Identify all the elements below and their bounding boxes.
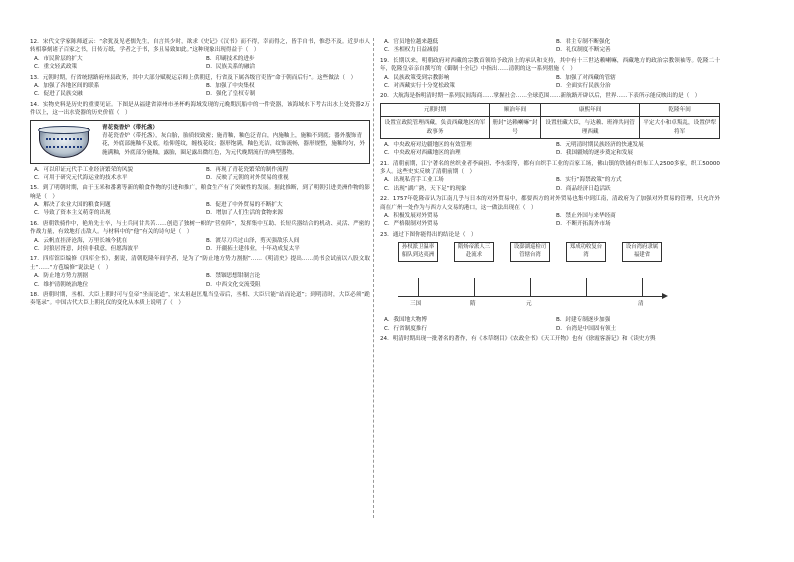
options <box>30 272 370 289</box>
options <box>380 316 720 333</box>
options <box>30 201 370 218</box>
table-header: 康熙年间 <box>540 103 639 116</box>
question-stem: 13．元朝时期，行省统辖路府州县政务，其中大部分赋税运京师上供朝廷，行省及下属各级官吏皆“命于朝而后行”。这些做法（ ） <box>30 74 357 81</box>
option-b[interactable]: B．加强了中央集权 <box>206 82 255 89</box>
timeline-connector <box>642 278 643 296</box>
question-stem: 20．大航海是指明清时期一系列民间海商……掌握社会……全球范围……新航路开辟以后，世界……下表所示能反映出的是（ ） <box>380 93 701 100</box>
option-c[interactable]: C．促进了民族交融 <box>34 91 83 98</box>
question-stem: 19．长期以来，明朝政府对西藏的宗教首领给予政治上的承认和支持，其中有十三世达赖喇嘛，西藏地方的政治宗教领袖等。乾隆二十年，乾隆皇帝亲自撰写的《御制十全记》中指出……清朝的这一系列措施（ ） <box>380 57 720 73</box>
options <box>30 82 370 99</box>
bowl-rim <box>38 126 90 134</box>
timeline-axis <box>398 296 666 297</box>
question-20 <box>380 92 720 157</box>
bowl-pattern <box>46 138 82 148</box>
option-b[interactable]: B．渡尽刀兵过山泽，剪灭强敌乐人间 <box>206 237 300 244</box>
option-d[interactable]: D．中西文化交流受阻 <box>206 281 261 288</box>
option-d[interactable]: D．反映了元朝的对外贸易的重视 <box>206 174 289 181</box>
right-column <box>380 38 720 345</box>
timeline-era-label: 三国 <box>410 301 422 308</box>
table-header-row <box>381 103 720 116</box>
option-d[interactable]: D．开疆拓土建伟业，十年功成复太平 <box>206 246 300 253</box>
table-cell: 设置宣政院管理西藏，负责西藏地区的军政事务 <box>381 117 490 139</box>
question-21 <box>380 160 720 194</box>
options <box>380 38 720 55</box>
option-c[interactable]: C．严格限制对外贸易 <box>384 221 439 228</box>
timeline-box: 设澎湖巡检司管辖台湾 <box>510 242 550 262</box>
artifact-title: 青花瓷香炉（带托盏） <box>102 124 158 131</box>
question-12 <box>30 38 370 72</box>
option-a[interactable]: A．市民阶层的扩大 <box>34 55 83 62</box>
options <box>30 55 370 72</box>
era-table <box>380 103 720 139</box>
options <box>380 212 720 229</box>
option-a[interactable]: A．出现私营手工业工场 <box>384 177 444 184</box>
question-24 <box>380 335 720 343</box>
porcelain-bowl-image <box>34 124 94 160</box>
table-header: 顺治年间 <box>490 103 541 116</box>
timeline-era-label: 元 <box>526 301 532 308</box>
question-stem: 23．通过下图你能得出的结论是（ ） <box>380 231 477 238</box>
option-c[interactable]: C．出现“湖广熟，天下足”的现象 <box>384 185 467 192</box>
question-stem: 21．清朝前期，江宁著名的丝织业者李扁担、李东阳等，都有自织手工业的百家工场，佛山镇的铁铺有织布工人2500多家，织工50000多人。这些史实反映了清朝前期（ ） <box>380 160 720 176</box>
column-divider <box>373 38 374 518</box>
option-b[interactable]: B．禁止外国与来华经商 <box>556 213 616 220</box>
option-c[interactable]: C．导致了资本主义萌芽的出现 <box>34 210 111 217</box>
artifact-box <box>30 120 370 164</box>
artifact-caption <box>102 124 366 160</box>
question-14 <box>30 101 370 183</box>
options <box>30 237 370 254</box>
options <box>380 141 720 158</box>
option-d[interactable]: D．全面实行民族分治 <box>556 82 611 89</box>
question-19 <box>380 57 720 91</box>
option-a[interactable]: A．积极发展对外贸易 <box>384 213 439 220</box>
option-b[interactable]: B．禁锢思想钳制言论 <box>206 273 261 280</box>
option-c[interactable]: C．行省制度推行 <box>384 325 428 332</box>
options <box>380 74 720 91</box>
option-c[interactable]: C．对西藏实行十分宽松政策 <box>384 82 456 89</box>
option-a[interactable]: A．可以印证元代手工业经济繁荣的风貌 <box>34 166 133 173</box>
table-header: 元朝时期 <box>381 103 490 116</box>
option-a[interactable]: A．我国地大物博 <box>384 317 427 324</box>
option-b[interactable]: B．元明清时期民族经济的快速发展 <box>556 141 644 148</box>
option-a[interactable]: A．云帆直挂济沧海，万里长城今犹在 <box>34 237 128 244</box>
option-d[interactable]: D．我国疆域的逐步奠定和发展 <box>556 150 634 157</box>
question-stem: 24．明清时期出现一批著名的著作，有《本草纲目》《农政全书》《天工开物》也有《徐霞客游记》和《读史方舆 <box>380 335 656 342</box>
option-a[interactable]: A．中央政府对边疆地区的有效管理 <box>384 141 472 148</box>
option-c[interactable]: C．封狼居胥意，封侯非我意，但愿海波平 <box>34 246 139 253</box>
option-d[interactable]: D．强化了皇权专制 <box>206 91 256 98</box>
table-cell: 册封“达赖喇嘛”封号 <box>490 117 541 139</box>
option-b[interactable]: B．促进了中外贸易的不断扩大 <box>206 202 283 209</box>
timeline-connector <box>586 278 587 296</box>
question-13 <box>30 74 370 99</box>
option-d[interactable]: D．增加了人们生活的食物来源 <box>206 210 284 217</box>
question-17 <box>30 255 370 289</box>
timeline-connector <box>474 278 475 296</box>
question-stem: 16．唐朝铁骑作中，艳角先士卒，与士兵同甘共苦……创造了独树一帜的“营垒阵”，发挥集中互助、长短兵器结合的机动、灵活、严密的作战力量，有效地打击敌人。与材料中的“他”有关的诗句是（ ） <box>30 220 370 236</box>
option-b[interactable]: B．印刷技术的进步 <box>206 55 255 62</box>
option-c[interactable]: C．重文轻武政策 <box>34 64 78 71</box>
option-c[interactable]: C．维护清朝统治地位 <box>34 281 89 288</box>
question-stem: 14．实物史料是历史的重要见证。下图是从福建省漳州市圣杯屿海域发现的元晚期沉船中的一件瓷器，该海域水下考古出水上处瓷器2万件以上，这一出水瓷器的历史价值（ ） <box>30 101 370 117</box>
timeline-connector <box>418 278 419 296</box>
option-d[interactable]: D．台湾是中国固有领土 <box>556 325 617 332</box>
option-c[interactable]: C．中央政府对西藏地区的治理 <box>384 150 461 157</box>
question-18-options <box>380 38 720 55</box>
timeline-connector <box>530 278 531 296</box>
option-b[interactable]: B．君主专制不断强化 <box>556 39 611 45</box>
left-column <box>30 38 370 310</box>
table-cell: 设置驻藏大臣，与达赖、班禅共同管理西藏 <box>540 117 639 139</box>
timeline-era-label: 清 <box>638 301 644 308</box>
taiwan-timeline <box>380 242 720 314</box>
question-23 <box>380 231 720 333</box>
question-15 <box>30 184 370 218</box>
options <box>380 176 720 193</box>
question-stem: 18．唐朝时期，丞相、大臣上朝时可与皇帝“坐而论道”，宋太祖赵匡胤当皇帝后，丞相、大臣只能“站而论道”；到明清时，大臣必须“跪奏笔录”。中国古代大臣上朝礼仪的变化从本质上说明了（ ） <box>30 291 370 307</box>
option-b[interactable]: B．再现了青花瓷繁荣的制作流程 <box>206 166 289 173</box>
timeline-box: 设台湾府隶属福建省 <box>622 242 662 262</box>
timeline-box: 孙权派卫温率船队到达夷洲 <box>398 242 438 262</box>
question-16 <box>30 220 370 254</box>
option-d[interactable]: D．商品经济日趋活跃 <box>556 185 611 192</box>
question-18 <box>30 291 370 308</box>
options <box>30 166 370 183</box>
option-d[interactable]: D．民族关系的融洽 <box>206 64 256 71</box>
option-c[interactable]: C．丞相权力日益减弱 <box>384 47 439 54</box>
timeline-arrow-icon <box>662 293 668 299</box>
option-a[interactable]: A．加强了各地区间的联系 <box>34 82 100 89</box>
table-header: 乾隆年间 <box>640 103 720 116</box>
question-22 <box>380 195 720 229</box>
option-a[interactable]: A．民族政策受到宗教影响 <box>384 74 450 81</box>
question-stem: 15．到了明朝时期，由于玉米和番薯等新的粮食作物的引进和推广，粮食生产有了突破性的发展。据此推断，到了明朝引进美洲作物的影响是（ ） <box>30 185 370 200</box>
question-stem: 12．宋代文学家陈师道云：“余犹及见老儒先生，自言其少时，欲求《史记》《汉书》而不得，幸而得之，皆手自书，惟恐不及。近岁市人转相摹刻诸子百家之书，日传万纸，学者之于书，多且易致如此。”这种现象出现得益于（ ） <box>30 39 370 54</box>
timeline-box: 隋炀帝派人三赴流求 <box>454 242 494 262</box>
option-d[interactable]: D．不断开拓海外市场 <box>556 221 611 228</box>
timeline-era-label: 隋 <box>470 301 476 308</box>
option-b[interactable]: B．实行“海禁政策”的方式 <box>556 177 622 184</box>
artifact-description: 青花瓷香炉（带托盏），灰白胎，胎质较致密；施青釉，釉色泛青白，内施釉上，施釉不到底；器外腹饰青花，外底部施釉不及底，绘仰莲纹，缠枝花纹；器形饱满，釉色光洁，纹饰流畅，器形规整，施釉均匀，外施满釉，外底部分施釉，露胎，圈足露出微红色，为元代晚期流行的典型器物。 <box>102 132 365 156</box>
option-c[interactable]: C．可用于研究元代海运业的技术水平 <box>34 174 128 181</box>
option-b[interactable]: B．加强了对西藏的管辖 <box>556 74 616 81</box>
exam-page <box>30 38 770 518</box>
option-d[interactable]: D．礼仪制度不断完善 <box>556 47 611 54</box>
question-stem: 17．四库馆臣编修《四库全书》，据说，清朝乾隆年间学者，是为了“防止地方势力割据”……《明清史》提出……尚书会试前以八股文取士”……“方苞编修”说法是（ ） <box>30 256 370 271</box>
table-cell: 平定大小和卓叛乱，设置伊犁将军 <box>640 117 720 139</box>
timeline-box: 郑成功收复台湾 <box>566 242 606 262</box>
question-stem: 22．1757年乾隆帝认为江南几乎与日本的对外贸易中，都要西方的对外贸易也集中到江南，清政府为了加强对外贸易的管理，只允许外商在广州一处作为与西方人交易的港口，这一做法出现在（ ） <box>380 196 720 211</box>
option-a[interactable]: A．防止地方势力割据 <box>34 273 89 280</box>
table-row <box>381 117 720 139</box>
option-a[interactable]: A．官员地位越来越低 <box>384 39 439 45</box>
option-b[interactable]: B．封建专制逐步加强 <box>556 317 611 324</box>
option-a[interactable]: A．解决了农业大国的粮食问题 <box>34 202 111 209</box>
